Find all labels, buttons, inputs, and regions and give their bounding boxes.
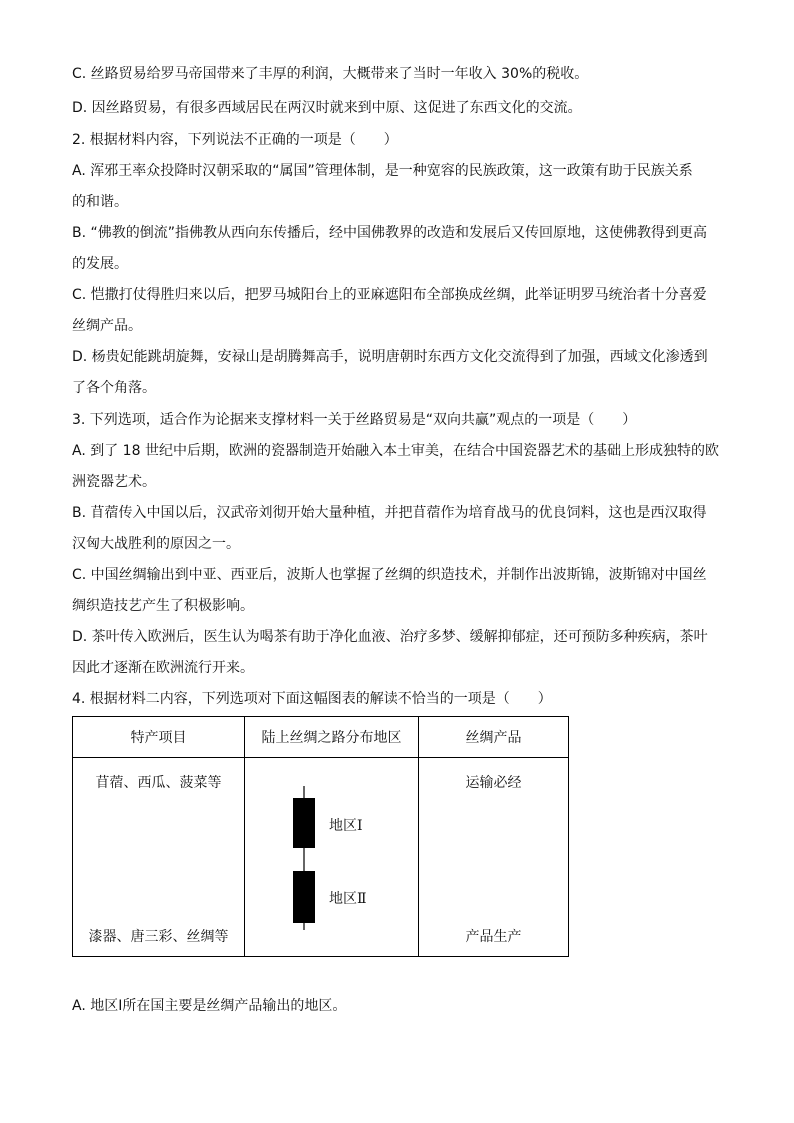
production-text: 产品生产 [465, 929, 522, 945]
q2-option-a-line2: 的和谐。 [72, 194, 128, 210]
q2-option-c-line2: 丝绸产品。 [72, 318, 142, 334]
question-3-stem: 3. 下列选项，适合作为论据来支撑材料一关于丝路贸易是“双向共赢”观点的一项是（ ） [72, 412, 637, 428]
q2-option-b-line2: 的发展。 [72, 256, 128, 272]
table-body-row [73, 758, 569, 957]
option-c-line: C. 丝路贸易给罗马帝国带来了丰厚的利润，大概带来了当时一年收入 30%的税收。 [72, 66, 589, 82]
products-cell [73, 758, 245, 957]
option-d-line: D. 因丝路贸易，有很多西域居民在两汉时就来到中原、这促进了东西文化的交流。 [72, 100, 582, 116]
q2-option-c-line1: C. 恺撒打仗得胜归来以后，把罗马城阳台上的亚麻遮阳布全部换成丝绸，此举证明罗马统治者十分喜爱 [72, 287, 707, 303]
q3-option-c-line1: C. 中国丝绸输出到中亚、西亚后，波斯人也掌握了丝绸的织造技术，并制作出波斯锦，波斯锦对中国丝 [72, 567, 707, 583]
region-diagram [245, 758, 417, 956]
q3-option-b-line2: 汉匈大战胜利的原因之一。 [72, 536, 240, 552]
q2-option-d-line2: 了各个角落。 [72, 380, 156, 396]
products-top-text: 苜蓿、西瓜、菠菜等 [95, 775, 222, 791]
q3-option-c-line2: 绸织造技艺产生了积极影响。 [72, 598, 254, 614]
q3-option-a-line2: 洲瓷器艺术。 [72, 474, 156, 490]
regions-cell [245, 758, 419, 957]
header-regions: 陆上丝绸之路分布地区 [245, 717, 419, 758]
header-products: 特产项目 [73, 717, 245, 758]
region-1-block [293, 798, 315, 848]
region-2-label: 地区Ⅱ [329, 891, 367, 907]
silk-products-cell [419, 758, 569, 957]
q3-option-d-line1: D. 茶叶传入欧洲后，医生认为喝茶有助于净化血液、治疗多梦、缓解抑郁症，还可预防多种疾病，茶叶 [72, 629, 708, 645]
q3-option-b-line1: B. 苜蓿传入中国以后，汉武帝刘彻开始大量种植，并把苜蓿作为培育战马的优良饲料，这也是西汉取得 [72, 505, 707, 521]
header-silk-products: 丝绸产品 [419, 717, 569, 758]
transport-text: 运输必经 [465, 775, 522, 791]
region-1-label: 地区Ⅰ [329, 818, 363, 834]
table-header-row [73, 717, 569, 758]
q4-option-a-line: A. 地区Ⅰ所在国主要是丝绸产品输出的地区。 [72, 998, 347, 1014]
question-2-stem: 2. 根据材料内容，下列说法不正确的一项是（ ） [72, 132, 398, 148]
q2-option-a-line1: A. 浑邪王率众投降时汉朝采取的“属国”管理体制，是一种宽容的民族政策，这一政策有助于民族关系 [72, 163, 693, 179]
q3-option-a-line1: A. 到了 18 世纪中后期，欧洲的瓷器制造开始融入本土审美，在结合中国瓷器艺术的基础上形成独特的欧 [72, 443, 719, 459]
products-bottom-text: 漆器、唐三彩、丝绸等 [88, 929, 229, 945]
silk-road-table [72, 716, 569, 957]
q2-option-b-line1: B. “佛教的倒流”指佛教从西向东传播后，经中国佛教界的改造和发展后又传回原地，这使佛教得到更高 [72, 225, 708, 241]
question-4-stem: 4. 根据材料二内容，下列选项对下面这幅图表的解读不恰当的一项是（ ） [72, 691, 552, 707]
q3-option-d-line2: 因此才逐渐在欧洲流行开来。 [72, 660, 254, 676]
q2-option-d-line1: D. 杨贵妃能跳胡旋舞，安禄山是胡腾舞高手，说明唐朝时东西方文化交流得到了加强，西域文化渗透到 [72, 349, 708, 365]
region-2-block [293, 871, 315, 923]
